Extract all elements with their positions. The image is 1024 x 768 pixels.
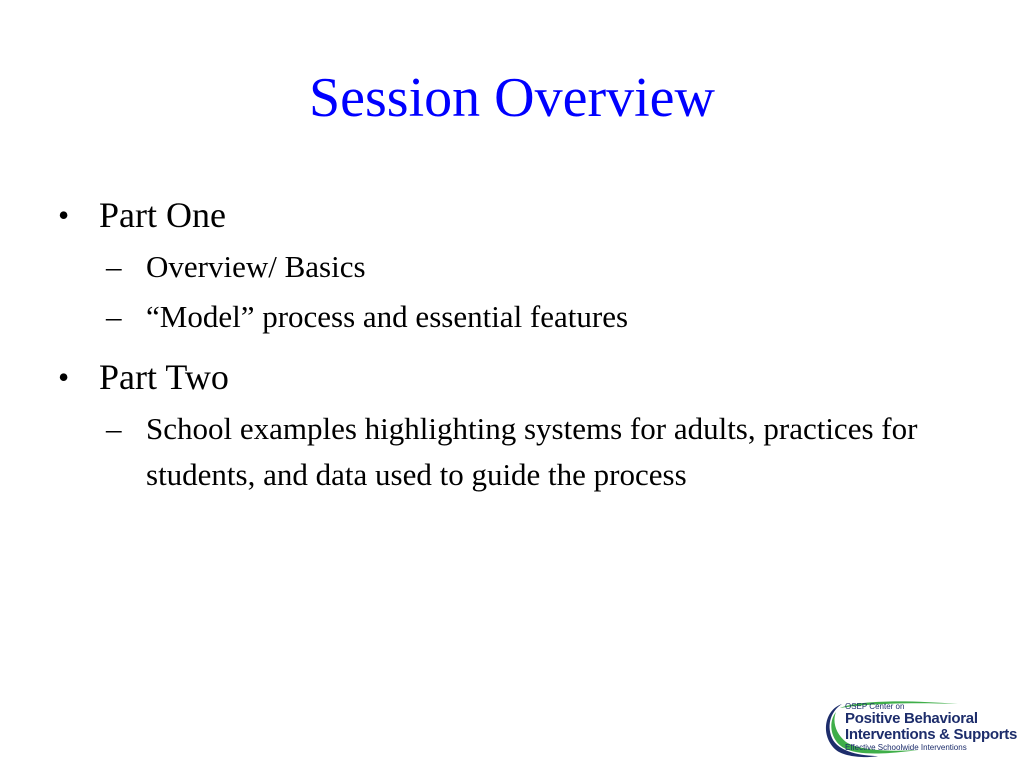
logo-line-interventions: Interventions & Supports [845,726,1017,743]
bullet-list [58,190,958,502]
bullet-item [58,352,958,402]
logo-line-osep: OSEP Center on [845,702,905,711]
sub-bullet-item [106,244,958,290]
bullet-text: Part One [99,195,226,235]
logo-line-tagline: Effective Schoolwide Interventions [845,743,967,752]
pbis-logo [818,698,1018,760]
sub-bullet-item [106,406,958,498]
sub-bullet-marker: – [106,411,122,446]
sub-bullet-item [106,294,958,340]
sub-bullet-text: Overview/ Basics [146,249,366,284]
bullet-text: Part Two [99,357,229,397]
bullet-marker: • [58,197,70,233]
sub-bullet-marker: – [106,249,122,284]
slide-title: Session Overview [309,67,715,129]
bullet-marker: • [58,359,70,395]
bullet-item [58,190,958,240]
sub-bullet-text: School examples highlighting systems for adults, practices for students, and data used to guide the process [146,411,918,492]
logo-line-positive: Positive Behavioral [845,710,978,727]
sub-bullet-text: “Model” process and essential features [146,299,629,334]
sub-bullet-marker: – [106,299,122,334]
logo-text [845,702,1017,752]
